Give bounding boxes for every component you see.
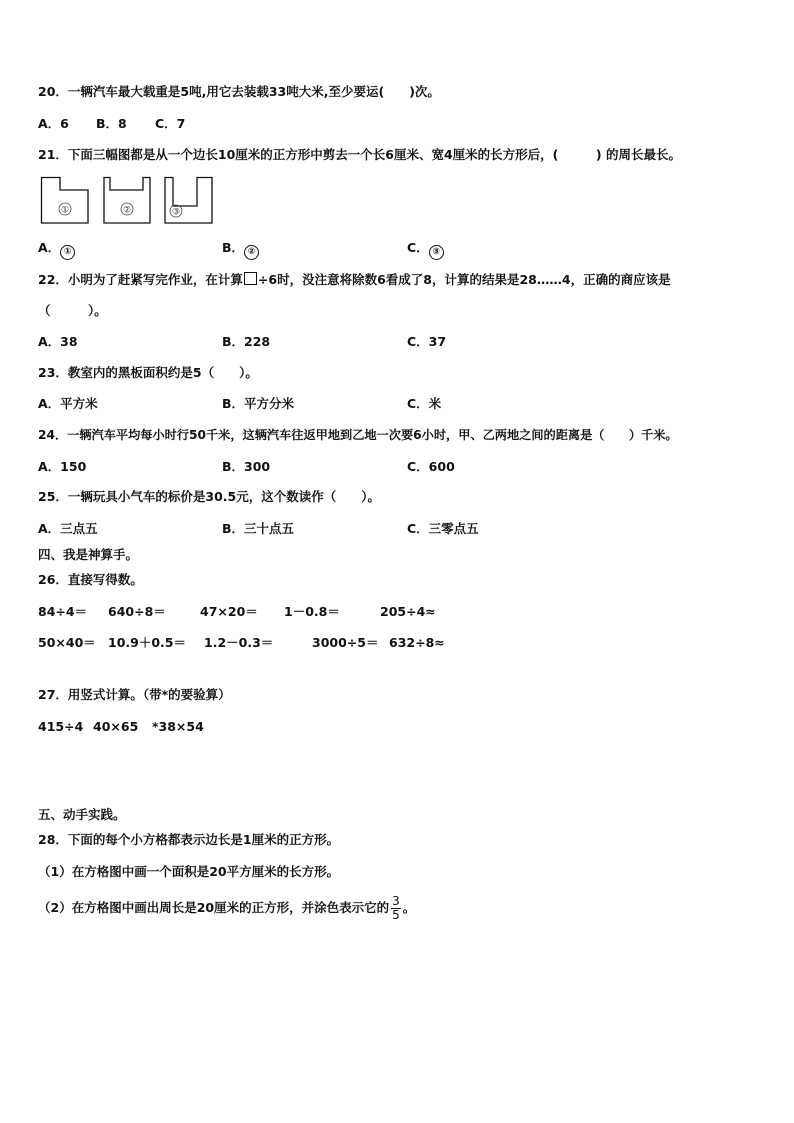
q25-text: 25．一辆玩具小气车的标价是30.5元，这个数读作（ ）。 bbox=[38, 489, 380, 504]
section-5-heading: 五、动手实践。 bbox=[38, 807, 126, 822]
q21-option-a-prefix: A． bbox=[38, 240, 61, 255]
q26-row1-item5: 205÷4≈ bbox=[380, 604, 436, 619]
q21-option-a bbox=[38, 240, 75, 260]
q27-text: 27．用竖式计算。（带*的要验算） bbox=[38, 687, 231, 702]
circled-1-mark: ① bbox=[60, 245, 75, 260]
q26-row1-item1: 84÷4＝ bbox=[38, 604, 88, 619]
q20-option-a: A．6 bbox=[38, 116, 69, 131]
q27-item2: 40×65 bbox=[93, 719, 139, 734]
q25-option-a: A．三点五 bbox=[38, 521, 98, 536]
q23-option-b: B．平方分米 bbox=[222, 396, 295, 411]
q28-sub2 bbox=[38, 895, 415, 922]
q22-option-c: C．37 bbox=[407, 334, 447, 349]
q23-option-c: C．米 bbox=[407, 396, 442, 411]
q20-option-b: B．8 bbox=[96, 116, 127, 131]
q27-item3: *38×54 bbox=[152, 719, 204, 734]
q26-row2-item3: 1.2－0.3＝ bbox=[204, 635, 274, 650]
figure-3-label: ③ bbox=[171, 207, 181, 218]
q28-text: 28．下面的每个小方格都表示边长是1厘米的正方形。 bbox=[38, 832, 340, 847]
q26-row1-item2: 640÷8＝ bbox=[108, 604, 166, 619]
q24-option-c: C．600 bbox=[407, 459, 455, 474]
fraction-denominator: 5 bbox=[392, 908, 400, 922]
q21-option-b-prefix: B． bbox=[222, 240, 245, 255]
q21-text: 21．下面三幅图都是从一个边长10厘米的正方形中剪去一个长6厘米、宽4厘米的长方形后，( ) 的周长最长。 bbox=[38, 147, 681, 162]
q23-option-a: A．平方米 bbox=[38, 396, 98, 411]
q24-text: 24．一辆汽车平均每小时行50千米，这辆汽车往返甲地到乙地一次要6小时，甲、乙两地之间的距离是（ ）千米。 bbox=[38, 428, 678, 442]
q20-option-c: C．7 bbox=[155, 116, 186, 131]
q21-figures-svg bbox=[40, 176, 220, 226]
q21-option-b bbox=[222, 240, 259, 260]
q26-row2-item2: 10.9＋0.5＝ bbox=[108, 635, 186, 650]
circled-3-mark: ③ bbox=[429, 245, 444, 260]
q25-option-b: B．三十点五 bbox=[222, 521, 295, 536]
q21-option-c bbox=[407, 240, 444, 260]
q26-text: 26．直接写得数。 bbox=[38, 572, 143, 587]
q21-option-c-prefix: C． bbox=[407, 240, 429, 255]
q20-text: 20．一辆汽车最大载重是5吨,用它去装载33吨大米,至少要运( )次。 bbox=[38, 84, 440, 99]
section-4-heading: 四、我是神算手。 bbox=[38, 547, 139, 562]
fraction-three-fifths bbox=[391, 895, 401, 922]
figure-1-label: ① bbox=[60, 205, 70, 216]
q26-row2-item5: 632÷8≈ bbox=[389, 635, 445, 650]
q26-row2-item1: 50×40＝ bbox=[38, 635, 96, 650]
q24-option-b: B．300 bbox=[222, 459, 271, 474]
q22-option-b: B．228 bbox=[222, 334, 271, 349]
q21-figures bbox=[40, 176, 220, 226]
q24-option-a: A．150 bbox=[38, 459, 87, 474]
q25-option-c: C．三零点五 bbox=[407, 521, 479, 536]
q22-text-after: ÷6时，没注意将除数6看成了8，计算的结果是28……4，正确的商应该是 bbox=[257, 272, 671, 287]
figure-1-shape bbox=[42, 178, 89, 224]
q26-row2-item4: 3000÷5＝ bbox=[312, 635, 379, 650]
q26-row1-item3: 47×20＝ bbox=[200, 604, 258, 619]
q22-text bbox=[38, 272, 671, 288]
q22-option-a: A．38 bbox=[38, 334, 78, 349]
q27-item1: 415÷4 bbox=[38, 719, 84, 734]
q28-sub1: （1）在方格图中画一个面积是20平方厘米的长方形。 bbox=[38, 864, 340, 879]
blank-box-icon bbox=[244, 272, 257, 285]
q26-row1-item4: 1－0.8＝ bbox=[284, 604, 340, 619]
q28-sub2-after: 。 bbox=[402, 900, 416, 915]
circled-2-mark: ② bbox=[244, 245, 259, 260]
q23-text: 23．教室内的黑板面积约是5（ ）。 bbox=[38, 365, 258, 380]
q22-text-before: 22．小明为了赶紧写完作业，在计算 bbox=[38, 272, 243, 287]
figure-2-shape bbox=[104, 178, 150, 224]
q22-text-line2: （ ）。 bbox=[38, 303, 107, 318]
figure-2-label: ② bbox=[122, 205, 132, 216]
q28-sub2-before: （2）在方格图中画出周长是20厘米的正方形，并涂色表示它的 bbox=[38, 900, 390, 915]
fraction-numerator: 3 bbox=[392, 894, 400, 908]
